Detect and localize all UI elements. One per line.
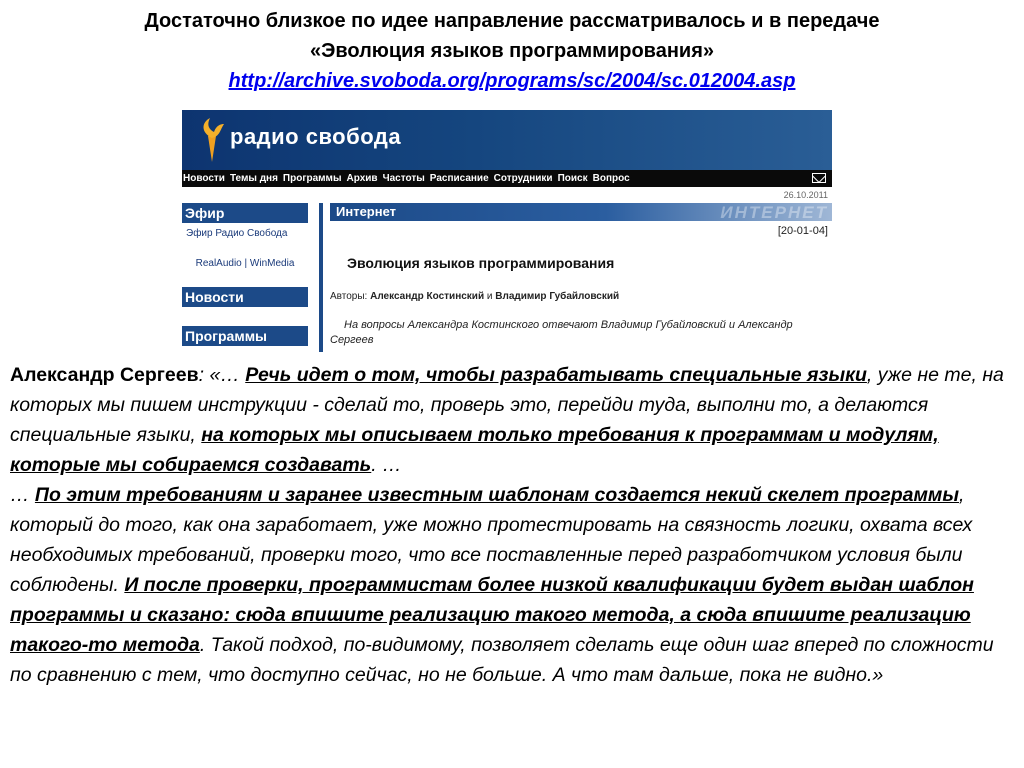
sidebar-efir-link[interactable]: Эфир Радио Свобода xyxy=(186,228,288,239)
quote-text-2: . … xyxy=(371,454,402,476)
page-date: 26.10.2011 xyxy=(783,190,828,200)
quote-emphasis-3: По этим требованиям и заранее известным шаблонам создается некий скелет программы xyxy=(34,484,959,506)
sidebar-efir-head: Эфир xyxy=(182,203,308,223)
section-header xyxy=(330,203,832,221)
site-nav xyxy=(182,170,832,187)
section-title: Интернет xyxy=(336,204,397,219)
sidebar-stream-links xyxy=(182,258,308,269)
article-title: Эволюция языков программирования xyxy=(347,255,615,271)
nav-frequencies[interactable]: Частоты xyxy=(382,173,425,184)
issue-date: [20-01-04] xyxy=(777,225,828,237)
nav-programs[interactable]: Программы xyxy=(282,173,342,184)
logo-text: радио свобода xyxy=(230,124,402,149)
content-divider xyxy=(319,203,323,352)
mail-icon[interactable] xyxy=(812,173,826,183)
sidebar-news-head[interactable]: Новости xyxy=(182,287,308,307)
quote-text-0: : «… xyxy=(198,364,246,386)
sidebar-programs-head[interactable]: Программы xyxy=(182,326,308,346)
quote-text-1: , уже не те, на которых мы пишем инструкции - сделай то, проверь это, перейди туда, выполни то, а делаются специальные языки, xyxy=(10,364,1004,446)
winmedia-link[interactable]: WinMedia xyxy=(249,258,295,269)
nav-news[interactable]: Новости xyxy=(183,173,225,184)
nav-archive[interactable]: Архив xyxy=(346,173,378,184)
author-2: Владимир Губайловский xyxy=(495,291,620,302)
quote-emphasis-4: И после проверки, программистам более низкой квалификации будет выдан шаблон программы и сказано: сюда впишите реализацию такого метода, а сюда впишите реализацию такого-то метода xyxy=(10,574,974,656)
quote-text-4: , который до того, как она заработает, уже можно протестировать на связность логики, охвата всех необходимых требований, проверки того, что все поставленные перед разработчиком условия были соблюдены. xyxy=(10,484,973,596)
article-authors xyxy=(330,291,619,302)
svoboda-screenshot xyxy=(182,110,832,352)
torch-logo-icon xyxy=(194,116,230,164)
title-line-2: «Эволюция языков программирования» xyxy=(309,40,715,62)
source-link[interactable]: http://archive.svoboda.org/programs/sc/2004/sc.012004.asp xyxy=(228,70,796,92)
quote-block xyxy=(10,360,1010,690)
section-watermark: ИНТЕРНЕТ xyxy=(720,203,828,222)
quote-emphasis-1: Речь идет о том, чтобы разрабатывать специальные языки xyxy=(245,364,867,386)
quote-text-5: . Такой подход, по-видимому, позволяет сделать еще один шаг вперед по сложности по сравнению с тем, что доступно сейчас, но не больше. А что там дальше, пока не видно.» xyxy=(10,634,994,686)
nav-search[interactable]: Поиск xyxy=(557,173,588,184)
site-banner xyxy=(182,110,832,170)
quote-emphasis-2: на которых мы описываем только требования к программам и модулям, которые мы собираемся создавать xyxy=(10,424,939,476)
nav-staff[interactable]: Сотрудники xyxy=(493,173,553,184)
author-1: Александр Костинский xyxy=(370,291,485,302)
link-separator: | xyxy=(244,258,248,269)
nav-question[interactable]: Вопрос xyxy=(592,173,630,184)
nav-topics[interactable]: Темы дня xyxy=(229,173,278,184)
article-lead: На вопросы Александра Костинского отвечают Владимир Губайловский и Александр Сергеев xyxy=(330,319,793,346)
authors-label: Авторы: xyxy=(330,291,368,302)
slide-title xyxy=(0,6,1024,96)
authors-and: и xyxy=(486,291,493,302)
quote-speaker: Александр Сергеев xyxy=(10,364,199,386)
quote-text-3: … xyxy=(10,484,35,506)
title-line-1: Достаточно близкое по идее направление рассматривалось и в передаче xyxy=(144,10,880,32)
realaudio-link[interactable]: RealAudio xyxy=(195,258,242,269)
nav-schedule[interactable]: Расписание xyxy=(429,173,489,184)
